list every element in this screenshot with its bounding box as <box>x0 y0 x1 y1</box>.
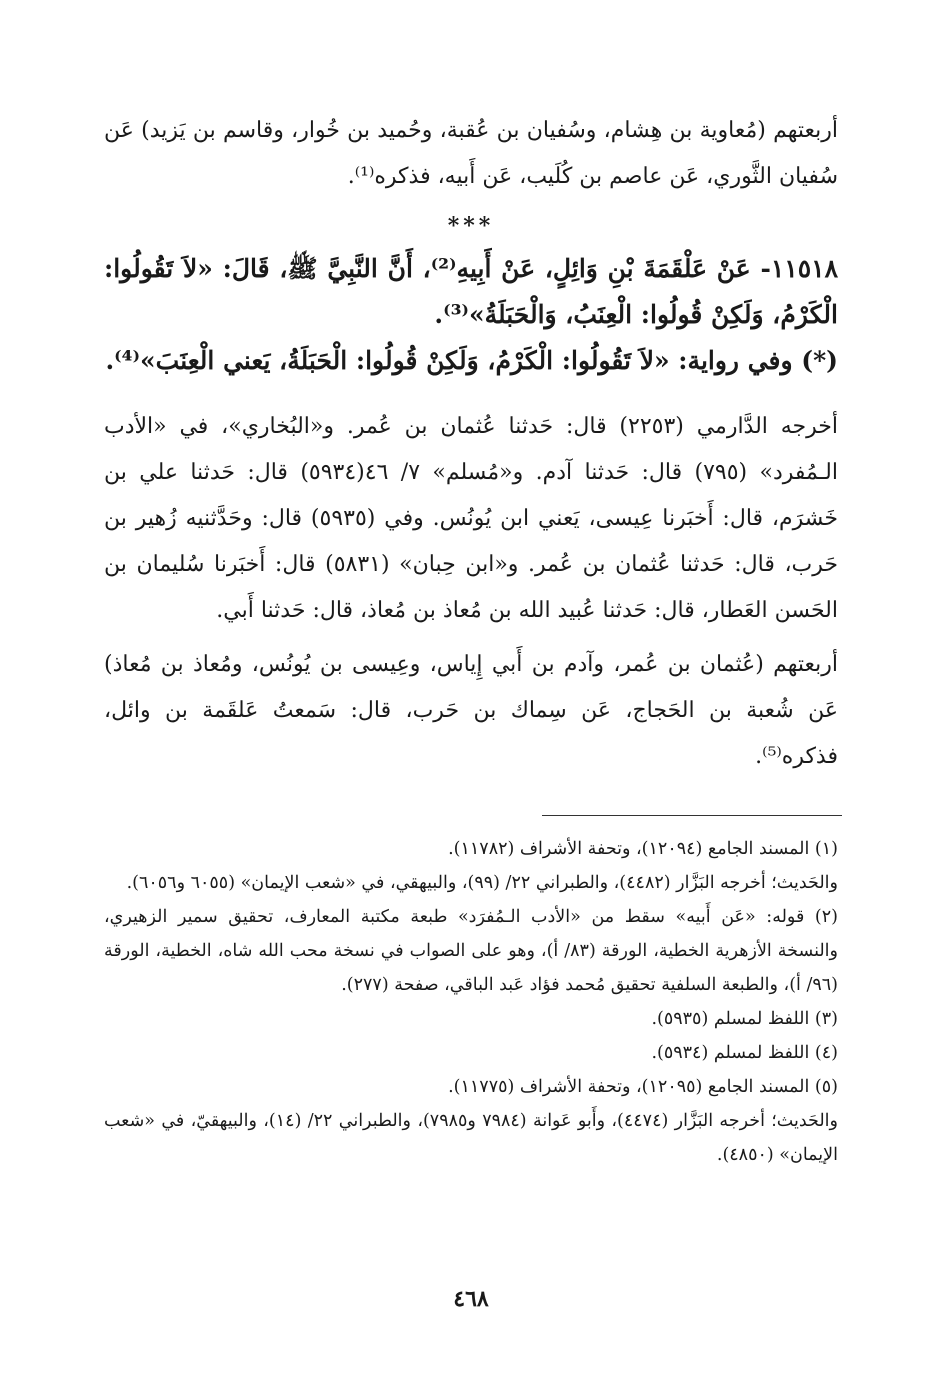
section-separator: *** <box>447 213 495 239</box>
footnote-1-continuation: والحَديث؛ أخرجه البَزَّار (٤٤٨٢)، والطبراني ٢٢/ (٩٩)، والبيهقي، في «شعب الإيمان» (٦٠٥٥ و٦٠٥٦). <box>126 873 838 893</box>
hadith-text: ١١٥١٨- عَنْ عَلْقَمَةَ بْنِ وَائِلٍ، عَنْ أَبِيهِ⁽²⁾، أَنَّ النَّبِيَّ ﷺ، قَالَ: «لاَ تَقُولُوا: الْكَرْمُ، وَلَكِنْ قُولُوا: الْعِنَبُ، وَالْحَبَلَةُ»⁽³⁾. <box>104 254 838 329</box>
footnote-4: (٤) اللفظ لمسلم (٥٩٣٤). <box>651 1043 838 1063</box>
footnotes <box>104 832 838 1172</box>
footnote-3: (٣) اللفظ لمسلم (٥٩٣٥). <box>651 1009 838 1029</box>
footnote-2: (٢) قوله: «عَن أَبيه» سقط من «الأدب الـمُفرَد» طبعة مكتبة المعارف، تحقيق سمير الزهيري، والنسخة الأزهرية الخطية، الورقة (٨٣/ أ)، وهو على الصواب في نسخة محب الله شاه، الخطية، الورقة (٩٦/ أ)، والطبعة السلفية تحقيق مُحمد فؤاد عَبد الباقي، صفحة (٢٧٧). <box>104 907 838 995</box>
footnote-5: (٥) المسند الجامع (١٢٠٩٥)، وتحفة الأشراف (١١٧٧٥). <box>448 1077 838 1097</box>
footnote-1: (١) المسند الجامع (١٢٠٩٤)، وتحفة الأشراف (١١٧٨٢). <box>448 839 838 859</box>
takhrij-paragraph-1: أخرجه الدَّارمي (٢٢٥٣) قال: حَدثنا عُثمان بن عُمر. و«البُخاري»، في «الأدب الـمُفرد» (٧٩٥) قال: حَدثنا آدم. و«مُسلم» ٧/ ٤٦(٥٩٣٤) قال: حَدثنا علي بن خَشرَم، قال: أَخبَرنا عِيسى، يَعني ابن يُونُس. وفي (٥٩٣٥) قال: وحَدَّثنيه زُهير بن حَرب، قال: حَدثنا عُثمان بن عُمر. و«ابن حِبان» (٥٨٣١) قال: أَخبَرنا سُليمان بن الحَسن العَطار، قال: حَدثنا عُبيد الله بن مُعاذ بن مُعاذ، قال: حَدثنا أَبي. <box>104 414 839 623</box>
footnote-5-continuation: والحَديث؛ أخرجه البَزَّار (٤٤٧٤)، وأَبو عَوانة (٧٩٨٤ و٧٩٨٥)، والطبراني ٢٢/ (١٤)، والبيهقيّ، في «شعب الإيمان» (٤٨٥٠). <box>104 1111 838 1165</box>
hadith-block <box>104 246 838 384</box>
takhrij-paragraph-2: أربعتهم (عُثمان بن عُمر، وآدم بن أَبي إِياس، وعِيسى بن يُونُس، ومُعاذ بن مُعاذ) عَن شُعبة بن الحَجاج، عَن سِماك بن حَرب، قال: سَمعتُ عَلقَمة بن وائل، فذكره⁽⁵⁾. <box>104 652 838 769</box>
footnote-divider <box>542 815 842 816</box>
takhrij-block <box>104 404 838 780</box>
hadith-variant: (*) وفي رواية: «لاَ تَقُولُوا: الْكَرْمُ، وَلَكِنْ قُولُوا: الْحَبَلَةُ، يَعني الْعِنَبَ»⁽⁴⁾. <box>105 346 838 375</box>
page-number: ٤٦٨ <box>453 1286 489 1312</box>
top-paragraph-text: أربعتهم (مُعاوية بن هِشام، وسُفيان بن عُقبة، وحُميد بن خُوار، وقاسم بن يَزيد) عَن سُفيان الثَّوري، عَن عاصم بن كُلَيب، عَن أَبيه، فذكره⁽¹⁾. <box>104 118 838 189</box>
top-paragraph <box>104 108 838 200</box>
